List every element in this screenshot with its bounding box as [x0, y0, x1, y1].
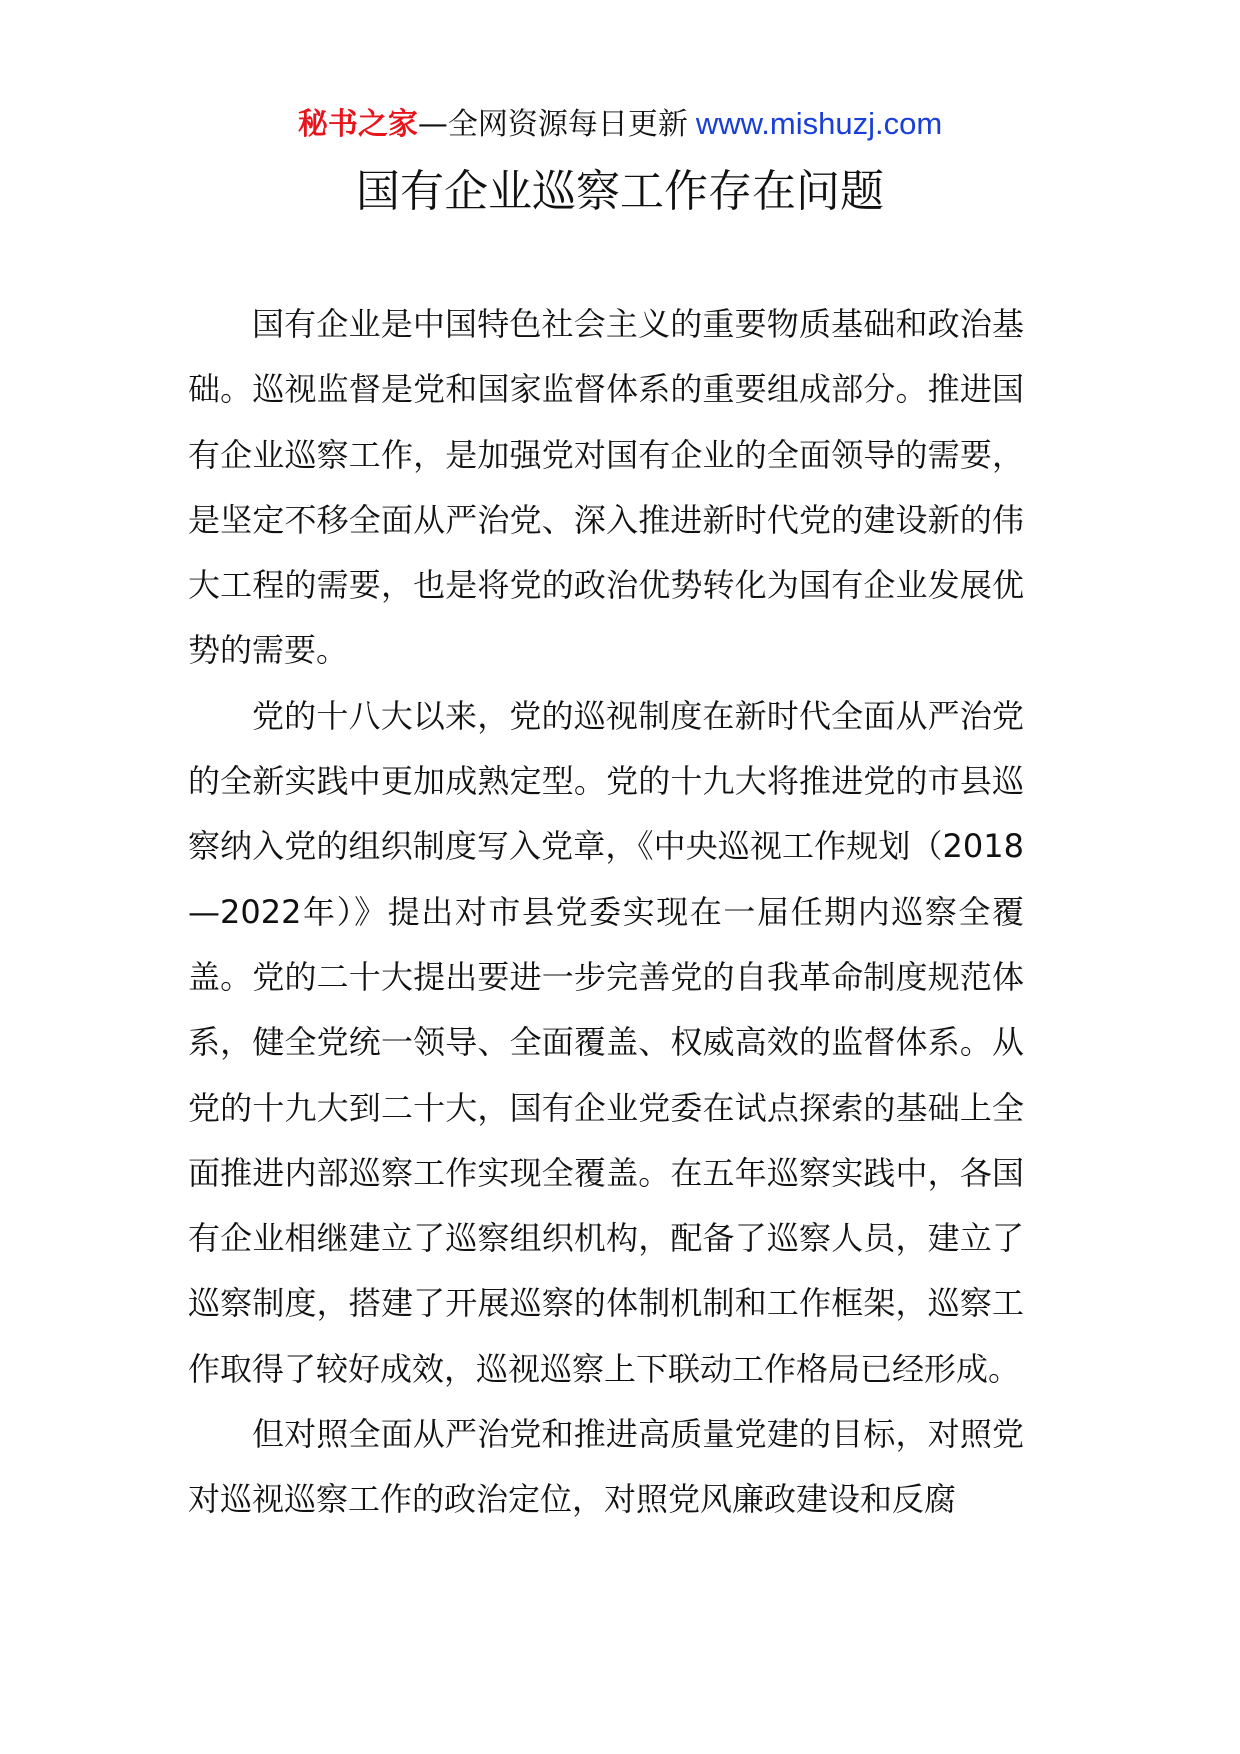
paragraph: 党的十八大以来，党的巡视制度在新时代全面从严治党的全新实践中更加成熟定型。党的十九大将推进党的市县巡察纳入党的组织制度写入党章，《中央巡视工作规划（2018—2022年）》提出对市县党委实现在一届任期内巡察全覆盖。党的二十大提出要进一步完善党的自我革命制度规范体系，健全党统一领导、全面覆盖、权威高效的监督体系。从党的十九大到二十大，国有企业党委在试点探索的基础上全面推进内部巡察工作实现全覆盖。在五年巡察实践中，各国有企业相继建立了巡察组织机构，配备了巡察人员，建立了巡察制度，搭建了开展巡察的体制机制和工作框架，巡察工作取得了较好成效，巡视巡察上下联动工作格局已经形成。: [188, 696, 1024, 1388]
document-title: 国有企业巡察工作存在问题: [356, 166, 884, 217]
brand-name: 秘书之家: [297, 107, 418, 142]
document-body: [188, 292, 1024, 1533]
paragraph: 国有企业是中国特色社会主义的重要物质基础和政治基础。巡视监督是党和国家监督体系的重要组成部分。推进国有企业巡察工作，是加强党对国有企业的全面领导的需要，是坚定不移全面从严治党、深入推进新时代党的建设新的伟大工程的需要，也是将党的政治优势转化为国有企业发展优势的需要。: [188, 305, 1024, 670]
paragraph: 但对照全面从严治党和推进高质量党建的目标，对照党对巡视巡察工作的政治定位，对照党风廉政建设和反腐: [188, 1415, 1024, 1519]
site-header: [0, 104, 1240, 145]
header-tagline: —全网资源每日更新: [417, 107, 688, 142]
site-url-link[interactable]: www.mishuzj.com: [695, 106, 943, 141]
